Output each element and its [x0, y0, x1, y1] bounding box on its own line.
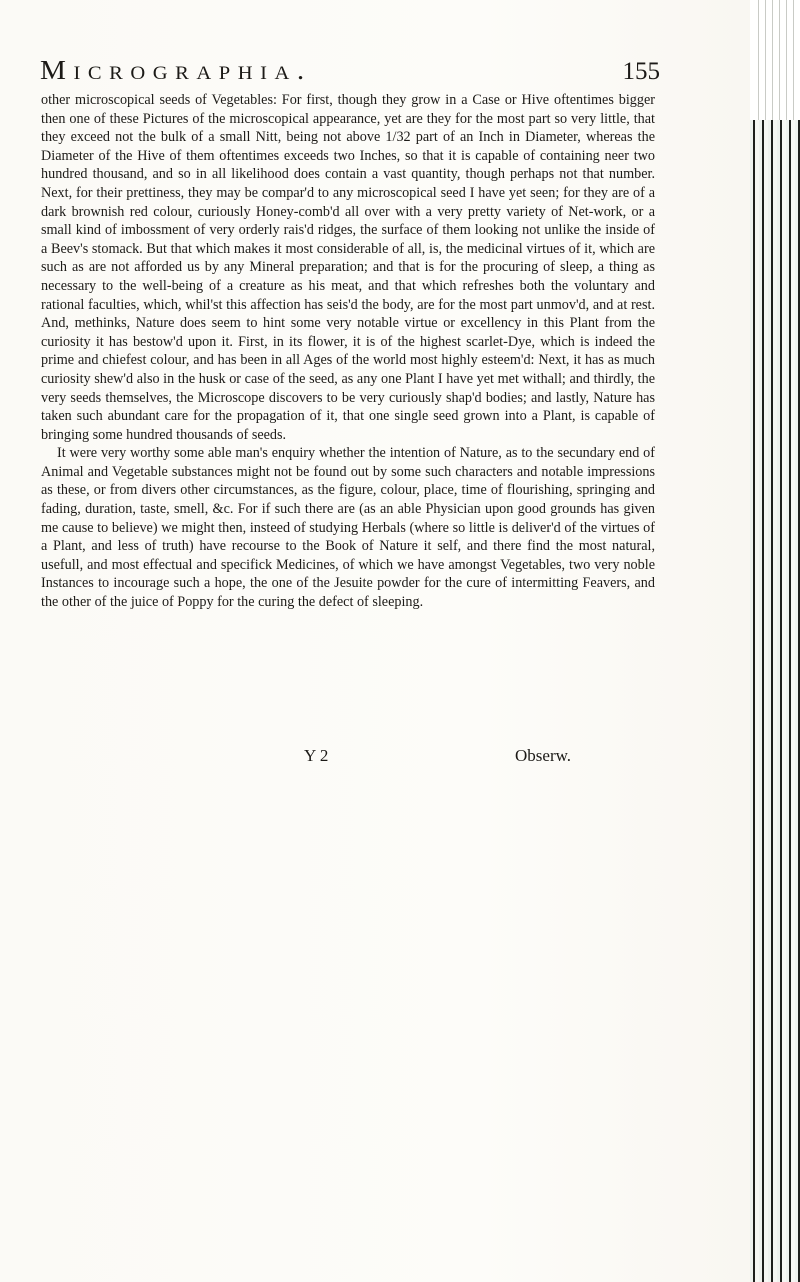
body-text [41, 91, 655, 612]
binding-edge [750, 120, 800, 1282]
catchword: Obserw. [515, 746, 572, 765]
page-number: 155 [622, 58, 660, 85]
page-edge-top [750, 0, 800, 120]
running-title: Micrographia. [40, 55, 312, 85]
catchline [140, 746, 600, 770]
signature-mark: Y 2 [304, 746, 329, 765]
paragraph: It were very worthy some able man's enquiry whether the intention of Nature, as to the secundary end of Animal and Vegetable substances might not be found out by some such characters and notable impressions as these, or from divers other circumstances, as the figure, colour, place, time of flourishing, springing and fading, duration, taste, smell, &c. For if such there are (as an able Physician upon good grounds has given me cause to believe) we might then, insteed of studying Herbals (where so little is deliver'd of the virtues of a Plant, and less of truth) have recourse to the Book of Nature it self, and there find the most natural, usefull, and most effectual and specifick Medicines, of which we have amongst Vegetables, two very noble Instances to incourage such a hope, the one of the Jesuite powder for the cure of intermitting Feavers, and the other of the juice of Poppy for the curing the defect of sleeping. [41, 445, 655, 611]
paragraph: other microscopical seeds of Vegetables: For first, though they grow in a Case or Hive oftentimes bigger then one of these Pictures of the microscopical appearance, yet are they for the most part so very little, that they exceed not the bulk of a small Nitt, being not above 1/32 part of an Inch in Diameter, whereas the Diameter of the Hive of them oftentimes exceeds two Inches, so that it is capable of containing neer two hundred thousand, and so in all likelihood does contain a vast quantity, though perhaps not that number. Next, for their prettiness, they may be compar'd to any microscopical seed I have yet seen; for they are of a dark brownish red colour, curiously Honey-comb'd all over with a very pretty variety of Net-work, or a small kind of imbossment of very orderly rais'd ridges, the surface of them looking not unlike the inside of a Beev's stomack. But that which makes it most considerable of all, is, the medicinal virtues of it, which are such as are not afforded us by any Mineral preparation; and that is for the procuring of sleep, a thing as necessary to the well-being of a creature as his meat, and that which refreshes both the voluntary and rational faculties, which, whil'st this affection has seis'd the body, are for the most part unmov'd, and at rest. And, methinks, Nature does seem to hint some very notable virtue or excellency in this Plant from the curiosity it has bestow'd upon it. First, in its flower, it is of the highest scarlet-Dye, which is indeed the prime and chiefest colour, and has been in all Ages of the world most highly esteem'd: Next, it has as much curiosity shew'd also in the husk or case of the seed, as any one Plant I have yet met withall; and thirdly, the very seeds themselves, the Microscope discovers to be very curiously shap'd bodies; and lastly, Nature has taken such abundant care for the propagation of it, that one single seed grown into a Plant, is capable of bringing some hundred thousands of seeds. [41, 92, 655, 443]
running-head [40, 52, 660, 86]
